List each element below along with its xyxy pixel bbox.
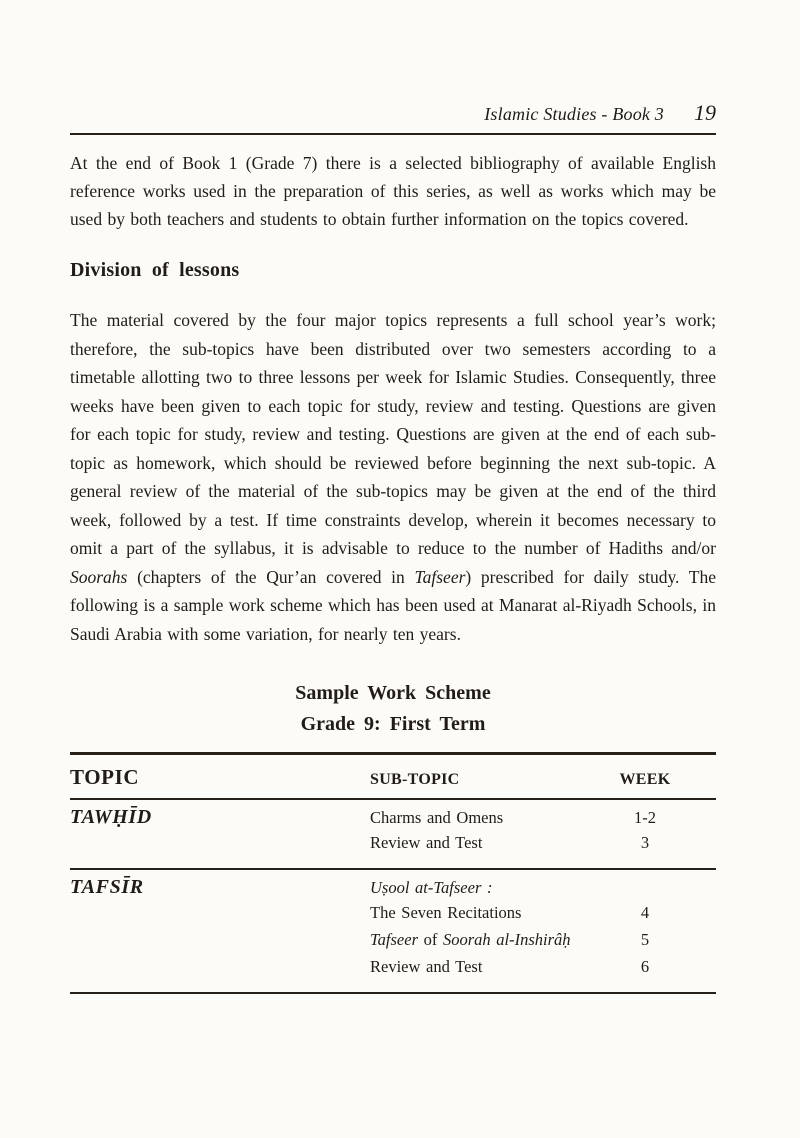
week-cell: 6 — [640, 957, 650, 976]
topic-cell: TAWḤĪD — [70, 806, 152, 828]
text-segment: (chapters of the Qur’an covered in — [127, 566, 415, 587]
italic-text-segment: Tafseer — [370, 930, 418, 949]
intro-paragraph: At the end of Book 1 (Grade 7) there is a selected bibliography of available English reference works used in the preparation of this series, as well as works which may be used by both teachers and students to obtain further information on the topics covered. — [70, 153, 716, 229]
lessons-paragraph — [70, 306, 716, 648]
column-header-week: WEEK — [619, 771, 671, 788]
scheme-subtitle: Grade 9: First Term — [300, 713, 486, 735]
text-segment: The Seven Recitations — [370, 903, 522, 922]
topic-cell: TAFSĪR — [70, 876, 144, 898]
subtopic-cell — [370, 878, 600, 898]
table-body — [70, 800, 716, 992]
text-segment: Review and Test — [370, 833, 483, 852]
text-segment: The material covered by the four major topics represents a full school year’s work; therefore, the sub-topics have been distributed over two semesters according to a timetable allotting two to three lessons per week for Islamic Studies. Consequently, three weeks have been given to each topic for study, review and testing. Questions are given for each topic for study, review and testing. Questions are given at the end of each sub-topic as homework, which should be reviewed before beginning the next sub-topic. A general review of the material of the sub-topics may be given at the end of the third week, followed by a test. If time constraints develop, wherein it becomes necessary to omit a part of the syllabus, it is advisable to reduce to the number of Hadiths and/or — [70, 310, 716, 558]
italic-text-segment: Tafseer — [414, 566, 466, 587]
scheme-title: Sample Work Scheme — [295, 682, 491, 704]
table-group — [70, 868, 716, 992]
table-header-row — [70, 755, 716, 800]
text-segment: Review and Test — [370, 957, 483, 976]
week-cell: 3 — [640, 833, 650, 852]
column-header-subtopic: SUB-TOPIC — [370, 771, 460, 788]
header-rule — [70, 133, 716, 135]
italic-text-segment: Soorah al-Inshirâḥ — [443, 930, 571, 949]
italic-text-segment: Uṣool at-Tafseer : — [370, 878, 493, 897]
page-number: 19 — [694, 100, 716, 125]
table-group — [70, 800, 716, 868]
subtopic-cell — [370, 957, 600, 977]
subtopic-cell — [370, 833, 600, 853]
week-cell: 4 — [640, 903, 650, 922]
week-cell: 5 — [640, 930, 650, 949]
text-segment: ) prescribed for daily study. The following is a sample work scheme which has been used at Manarat al-Riyadh Schools, in Saudi Arabia with some variation, for nearly ten years. — [70, 566, 717, 644]
italic-text-segment: Soorahs — [70, 566, 128, 587]
text-segment: Charms and Omens — [370, 808, 504, 827]
column-header-topic: TOPIC — [70, 765, 140, 789]
work-scheme-table — [70, 752, 716, 994]
scheme-heading — [70, 678, 716, 740]
subtopic-cell — [370, 930, 600, 950]
text-segment: of — [418, 930, 443, 949]
week-cell: 1-2 — [634, 808, 656, 827]
running-header-title: Islamic Studies - Book 3 — [484, 104, 664, 124]
subtopic-cell — [370, 903, 600, 923]
section-heading: Division of lessons — [70, 259, 240, 281]
subtopic-cell — [370, 808, 600, 828]
running-header — [70, 100, 716, 126]
